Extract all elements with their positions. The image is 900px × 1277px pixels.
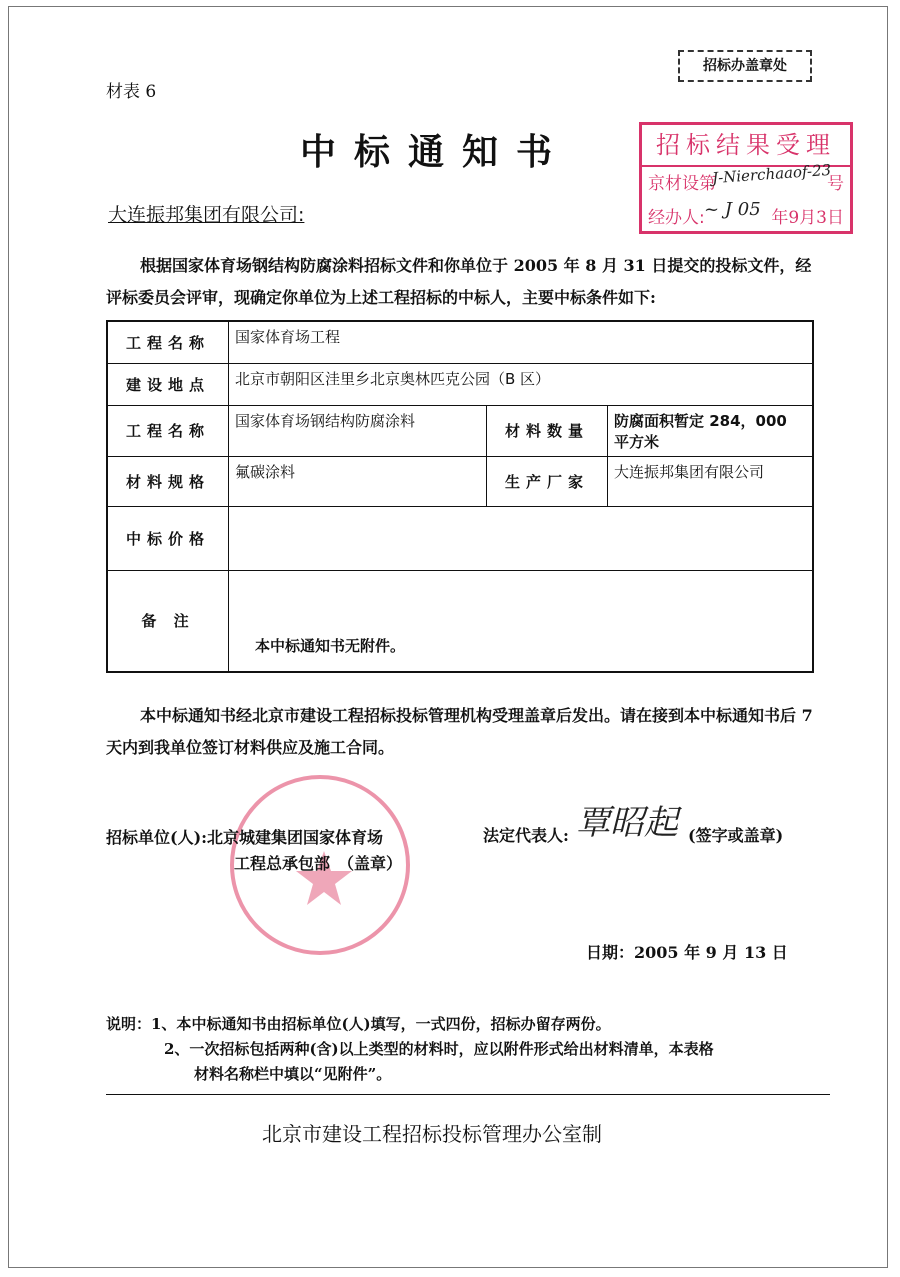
site-value: 北京市朝阳区洼里乡北京奥林匹克公园（B 区）: [229, 363, 814, 405]
stamp-number-suffix: 号: [827, 174, 844, 194]
stamp-handwritten-number: J-Nierchaaof-23: [711, 160, 832, 188]
stamp-date-suffix: 年9月3日: [771, 208, 844, 228]
note-1: 说明：1、本中标通知书由招标单位(人)填写，一式四份，招标办留存两份。: [106, 1015, 611, 1033]
remark-label: 备 注: [107, 570, 229, 672]
bidder-line1: 招标单位(人):北京城建集团国家体育场: [106, 828, 384, 847]
stamp-number-prefix: 京材设第: [648, 174, 716, 194]
notes-block: [106, 1012, 714, 1087]
issuer-footer: 北京市建设工程招标投标管理办公室制: [262, 1122, 602, 1146]
project-name-label: 工程名称: [107, 321, 229, 363]
maker-value: 大连振邦集团有限公司: [608, 456, 814, 506]
spec-value: 氟碳涂料: [229, 456, 487, 506]
acceptance-stamp: [639, 122, 853, 234]
rep-suffix: (签字或盖章): [688, 826, 784, 845]
remark-value: 本中标通知书无附件。: [255, 636, 406, 655]
price-label: 中标价格: [107, 506, 229, 570]
bidder-line2: 工程总承包部 （盖章）: [234, 854, 403, 873]
issue-date: 日期：2005 年 9 月 13 日: [586, 943, 788, 962]
bidder-signature-block: [106, 825, 402, 877]
note-2: 2、一次招标包括两种(含)以上类型的材料时，应以附件形式给出材料清单，本表格: [164, 1040, 714, 1058]
project-name2-label: 工程名称: [107, 405, 229, 456]
price-value: [229, 506, 814, 570]
closing-paragraph: 本中标通知书经北京市建设工程招标投标管理机构受理盖章后发出。请在接到本中标通知书后 7 天内到我单位签订材料供应及施工合同。: [106, 706, 813, 757]
award-table: [106, 320, 814, 673]
note-3: 材料名称栏中填以“见附件”。: [194, 1065, 392, 1083]
stamp-heading: 招标结果受理: [642, 125, 850, 167]
stamp-handler-prefix: 经办人:: [648, 208, 705, 228]
project-name-value: 国家体育场工程: [229, 321, 814, 363]
maker-label: 生产厂家: [487, 456, 608, 506]
project-name2-value: 国家体育场钢结构防腐涂料: [229, 405, 487, 456]
footer-divider: [106, 1094, 830, 1095]
form-number: 材表 6: [106, 82, 157, 102]
remark-cell: [229, 570, 814, 672]
stamp-handwritten-handler: ~ J 05: [704, 199, 761, 220]
recipient: 大连振邦集团有限公司:: [108, 204, 305, 226]
intro-paragraph: 根据国家体育场钢结构防腐涂料招标文件和你单位于 2005 年 8 月 31 日提交的投标文件，经评标委员会评审，现确定你单位为上述工程招标的中标人，主要中标条件如下:: [106, 256, 812, 307]
rep-handwritten-signature: 覃昭起: [576, 803, 678, 843]
quantity-value: 防腐面积暂定 284，000 平方米: [608, 405, 814, 456]
rep-label: 法定代表人:: [483, 826, 569, 845]
spec-label: 材料规格: [107, 456, 229, 506]
document-title: 中标通知书: [300, 132, 571, 173]
site-label: 建设地点: [107, 363, 229, 405]
seal-placeholder-box: 招标办盖章处: [678, 50, 812, 82]
quantity-label: 材料数量: [487, 405, 608, 456]
